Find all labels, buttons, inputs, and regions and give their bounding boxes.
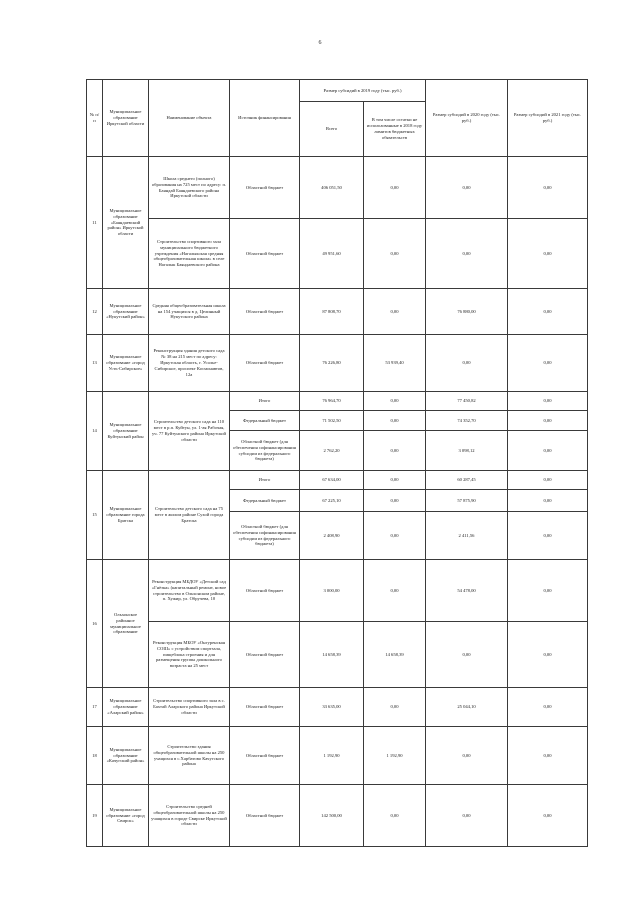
source-cell: Федеральный бюджет [230,411,300,431]
unused-cell: 0,00 [364,512,426,560]
municipality-cell: Муниципальное образование «город Свирск» [103,785,149,847]
y2021-cell: 0,00 [508,727,588,785]
y2020-cell: 54 478,00 [426,560,508,622]
header-num: № п/п [87,80,103,157]
table-row [87,727,588,785]
y2021-cell: 0,00 [508,622,588,688]
total-cell: 67 225,10 [300,490,364,512]
municipality-cell: Муниципальное образование «Качугский район» [103,727,149,785]
total-cell: 2 762,20 [300,431,364,471]
y2021-cell: 0,00 [508,392,588,411]
y2020-cell: 0,00 [426,219,508,289]
y2020-cell: 77 450,82 [426,392,508,411]
table-row [87,157,588,219]
y2021-cell: 0,00 [508,335,588,392]
unused-cell: 0,00 [364,688,426,727]
y2021-cell: 0,00 [508,785,588,847]
unused-cell: 0,00 [364,219,426,289]
unused-cell: 1 192,90 [364,727,426,785]
object-cell: Реконструкция МБОУ «Онгуренская СОШ» с устройством спортзала, пищеблока строения и для размещения группы дошкольного возраста на 25 мест [149,622,230,688]
object-cell: Строительство средней общеобразовательной школы на 250 учащихся в городе Свирске Иркутской области [149,785,230,847]
header-unused-2018: В том числе остатки не использованные в 2018 году лимитов бюджетных обязательств [364,102,426,157]
unused-cell: 0,00 [364,289,426,335]
object-cell: Строительство спортивного зала муниципального бюджетного учреждения «Нагалыкская средняя общеобразовательная школа» в селе Нагалык Баяндаевского района [149,219,230,289]
y2021-cell: 0,00 [508,431,588,471]
total-cell: 76 226,80 [300,335,364,392]
y2020-cell: 25 044,10 [426,688,508,727]
total-cell: 3 000,00 [300,560,364,622]
y2021-cell: 0,00 [508,471,588,490]
total-cell: 76 964,70 [300,392,364,411]
header-size-2020: Размер субсидий в 2020 году (тыс. руб.) [426,80,508,157]
source-cell: Областной бюджет [230,157,300,219]
y2021-cell: 0,00 [508,219,588,289]
unused-cell: 0,00 [364,471,426,490]
object-cell: Средняя общеобразовательная школа на 154 учащихся в д. Целинный Нукутского района [149,289,230,335]
source-cell: Итого [230,471,300,490]
total-cell: 71 502,50 [300,411,364,431]
object-cell: Строительство здания общеобразовательной школы на 250 учащихся в с.Харбатово Качугского района [149,727,230,785]
y2021-cell: 0,00 [508,560,588,622]
unused-cell: 0,00 [364,431,426,471]
y2020-cell: 0,00 [426,785,508,847]
object-cell: Строительство спортивного зала в с. Бахтай Аларского района Иркутской области [149,688,230,727]
header-total: Всего [300,102,364,157]
source-cell: Областной бюджет [230,622,300,688]
source-cell: Областной бюджет [230,289,300,335]
total-cell: 49 951,60 [300,219,364,289]
table-row [87,289,588,335]
table-row [87,392,588,411]
municipality-cell: Муниципальное образование «Нукутский район» [103,289,149,335]
row-num: 11 [87,157,103,289]
table-row [87,785,588,847]
row-num: 17 [87,688,103,727]
object-cell: Реконструкция МБДОУ «Детский сад «Гнёзка» (капитальный ремонт, новое строительство в Ольхонском районе, п. Хужир, ул. Обручева, 10 [149,560,230,622]
subsidy-table [86,79,588,847]
row-num: 18 [87,727,103,785]
y2020-cell: 0,00 [426,335,508,392]
y2021-cell: 0,00 [508,490,588,512]
y2020-cell: 2 411,56 [426,512,508,560]
table-row [87,688,588,727]
y2020-cell: 0,00 [426,622,508,688]
municipality-cell: Муниципальное образование «Аларский район» [103,688,149,727]
unused-cell: 0,00 [364,785,426,847]
unused-cell: 0,00 [364,490,426,512]
y2020-cell: 0,00 [426,727,508,785]
y2020-cell: 0,00 [426,157,508,219]
unused-cell: 0,00 [364,560,426,622]
y2021-cell: 0,00 [508,411,588,431]
y2020-cell: 3 098,12 [426,431,508,471]
object-cell: Строительство детского сада на 110 мест в р.п. Куйтун, ул. 1-ая Рабочая, уч. 77 Куйтунского района Иркутской области [149,392,230,471]
header-municipality: Муниципальное образование Иркутской области [103,80,149,157]
object-cell: Строительство детского сада на 75 мест в жилом районе Сухой города Братска [149,471,230,560]
header-size-2019: Размер субсидий в 2019 году (тыс. руб.) [300,80,426,102]
source-cell: Областной бюджет [230,727,300,785]
total-cell: 67 634,00 [300,471,364,490]
source-cell: Областной бюджет (для обеспечения софинансирования субсидии из федерального бюджета) [230,431,300,471]
source-cell: Областной бюджет [230,785,300,847]
table-row [87,622,588,688]
unused-cell: 0,00 [364,157,426,219]
total-cell: 142 500,00 [300,785,364,847]
table-row [87,335,588,392]
source-cell: Областной бюджет [230,335,300,392]
row-num: 12 [87,289,103,335]
municipality-cell: Ольхонское районное муниципальное образование [103,560,149,688]
header-object-name: Наименование объекта [149,80,230,157]
unused-cell: 0,00 [364,411,426,431]
header-row [87,80,588,102]
y2020-cell: 74 352,70 [426,411,508,431]
total-cell: 406 051,50 [300,157,364,219]
object-cell: Реконструкция здания детского сада № 38 на 215 мест по адресу: Иркутская область, г. Усолье-Сибирское, проспект Космонавтов, 12а [149,335,230,392]
y2021-cell: 0,00 [508,289,588,335]
source-cell: Федеральный бюджет [230,490,300,512]
y2021-cell: 0,00 [508,688,588,727]
header-size-2021: Размер субсидий в 2021 году (тыс. руб.) [508,80,588,157]
table-row [87,471,588,490]
row-num: 16 [87,560,103,688]
unused-cell: 0,00 [364,392,426,411]
source-cell: Областной бюджет [230,560,300,622]
y2021-cell: 0,00 [508,157,588,219]
unused-cell: 14 658,39 [364,622,426,688]
source-cell: Областной бюджет [230,688,300,727]
unused-cell: 53 939,40 [364,335,426,392]
y2020-cell: 60 287,45 [426,471,508,490]
total-cell: 2 408,90 [300,512,364,560]
row-num: 15 [87,471,103,560]
municipality-cell: Муниципальное образование «город Усть-Сибирское» [103,335,149,392]
total-cell: 33 635,00 [300,688,364,727]
source-cell: Итого [230,392,300,411]
municipality-cell: Муниципальное образование города Братска [103,471,149,560]
source-cell: Областной бюджет [230,219,300,289]
table-row [87,560,588,622]
header-source: Источник финансирования [230,80,300,157]
row-num: 14 [87,392,103,471]
y2020-cell: 76 880,00 [426,289,508,335]
total-cell: 87 808,70 [300,289,364,335]
y2021-cell: 0,00 [508,512,588,560]
total-cell: 14 658,39 [300,622,364,688]
table-row [87,219,588,289]
object-cell: Школа среднего (полного) образования на 725 мест по адресу: п. Баяндай Баяндаевского района Иркутской области [149,157,230,219]
row-num: 13 [87,335,103,392]
municipality-cell: Муниципальное образование Куйтунский район [103,392,149,471]
source-cell: Областной бюджет (для обеспечения софинансирования субсидии из федерального бюджета) [230,512,300,560]
municipality-cell: Муниципальное образование «Баяндаевский район» Иркутской области [103,157,149,289]
total-cell: 1 192,90 [300,727,364,785]
page-number: 6 [318,40,322,46]
y2020-cell: 57 875,90 [426,490,508,512]
row-num: 19 [87,785,103,847]
